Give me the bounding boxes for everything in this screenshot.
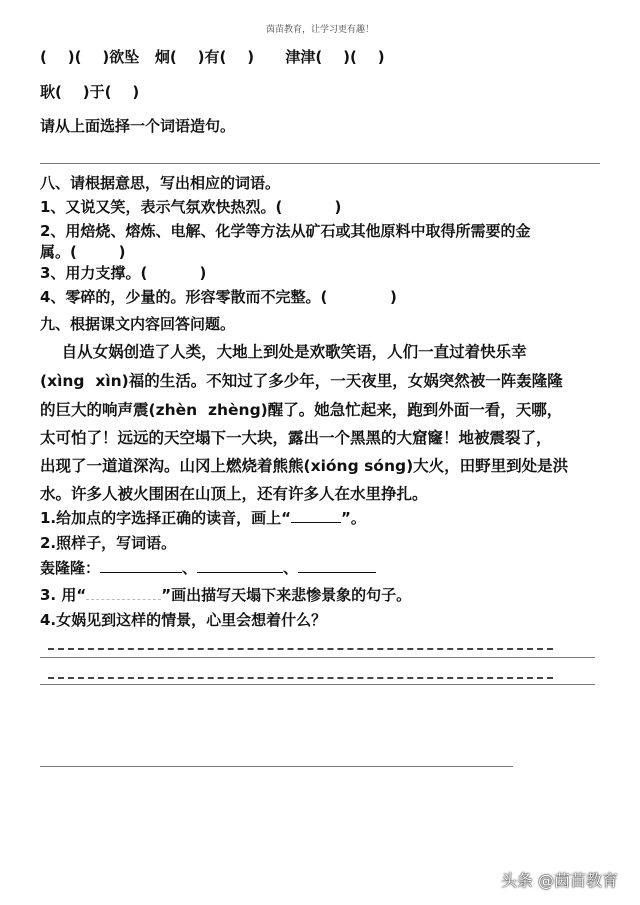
- answer-line: [40, 684, 595, 685]
- page-header: 茵苗教育，让学习更有趣！: [265, 25, 374, 35]
- answer-line: [40, 766, 513, 767]
- question-3: [40, 583, 411, 605]
- passage-line: 水。许多人被火围困在山顶上，还有许多人在水里挣扎。: [40, 485, 428, 503]
- question-1: [40, 508, 366, 528]
- q3-text: 3. 用“: [40, 586, 87, 604]
- question-2-example: [40, 558, 376, 578]
- question-4: 4.女娲见到这样的情景，心里会想着什么？: [40, 611, 327, 629]
- watermark: 头条 @茵苗教育: [500, 871, 618, 890]
- passage-line: (xìng xìn)福的生活。不知过了多少年，一天夜里，女娲突然被一阵轰隆隆: [40, 372, 563, 390]
- fill-line-1: ( )( )欲坠 炯( )有( ) 津津( )( ): [40, 48, 385, 66]
- section8-q4: 4、零碎的，少量的。形容零散而不完整。( ): [40, 288, 397, 306]
- section8-q2-cont: 属。( ): [40, 243, 126, 261]
- answer-blank[interactable]: [197, 558, 283, 573]
- q1-text: 1.给加点的字选择正确的读音，画上“: [40, 509, 291, 527]
- q3-wavy-line: [86, 583, 161, 600]
- q1-blank: [291, 508, 341, 523]
- sentence-prompt: 请从上面选择一个词语造句。: [40, 117, 236, 135]
- section9-title: 九、根据课文内容回答问题。: [40, 315, 236, 333]
- passage-line: 出现了一道道深沟。山冈上燃烧着熊熊(xióng sóng)大火，田野里到处是洪: [40, 457, 569, 475]
- answer-dashed-line[interactable]: [48, 677, 553, 679]
- passage-line: 的巨大的响声震(zhèn zhèng)醒了。她急忙起来，跑到外面一看，天哪，: [40, 401, 563, 419]
- section8-title: 八、请根据意思，写出相应的词语。: [40, 174, 281, 192]
- q3-end: ”画出描写天塌下来悲惨景象的句子。: [161, 586, 412, 604]
- question-2: 2.照样子，写词语。: [40, 534, 177, 552]
- section8-q1: 1、又说又笑，表示气氛欢快热烈。( ): [40, 198, 342, 216]
- separator: 、: [283, 559, 299, 577]
- q1-end: ”。: [341, 509, 366, 527]
- answer-line: [40, 657, 595, 658]
- example-word: 轰隆隆：: [40, 559, 101, 577]
- separator: 、: [182, 559, 198, 577]
- answer-blank[interactable]: [298, 558, 376, 573]
- fill-line-2: 耿( )于( ): [40, 83, 140, 101]
- answer-blank[interactable]: [100, 558, 182, 573]
- passage-line: 太可怕了！远远的天空塌下一大块，露出一个黑黑的大窟窿！地被震裂了，: [40, 429, 552, 447]
- section8-q3: 3、用力支撑。( ): [40, 264, 207, 282]
- section8-q2: 2、用焙烧、熔炼、电解、化学等方法从矿石或其他原料中取得所需要的金: [40, 222, 531, 240]
- passage-line: 自从女娲创造了人类，大地上到处是欢歌笑语，人们一直过着快乐幸: [40, 343, 527, 361]
- answer-line: [40, 163, 600, 164]
- answer-dashed-line[interactable]: [48, 648, 553, 650]
